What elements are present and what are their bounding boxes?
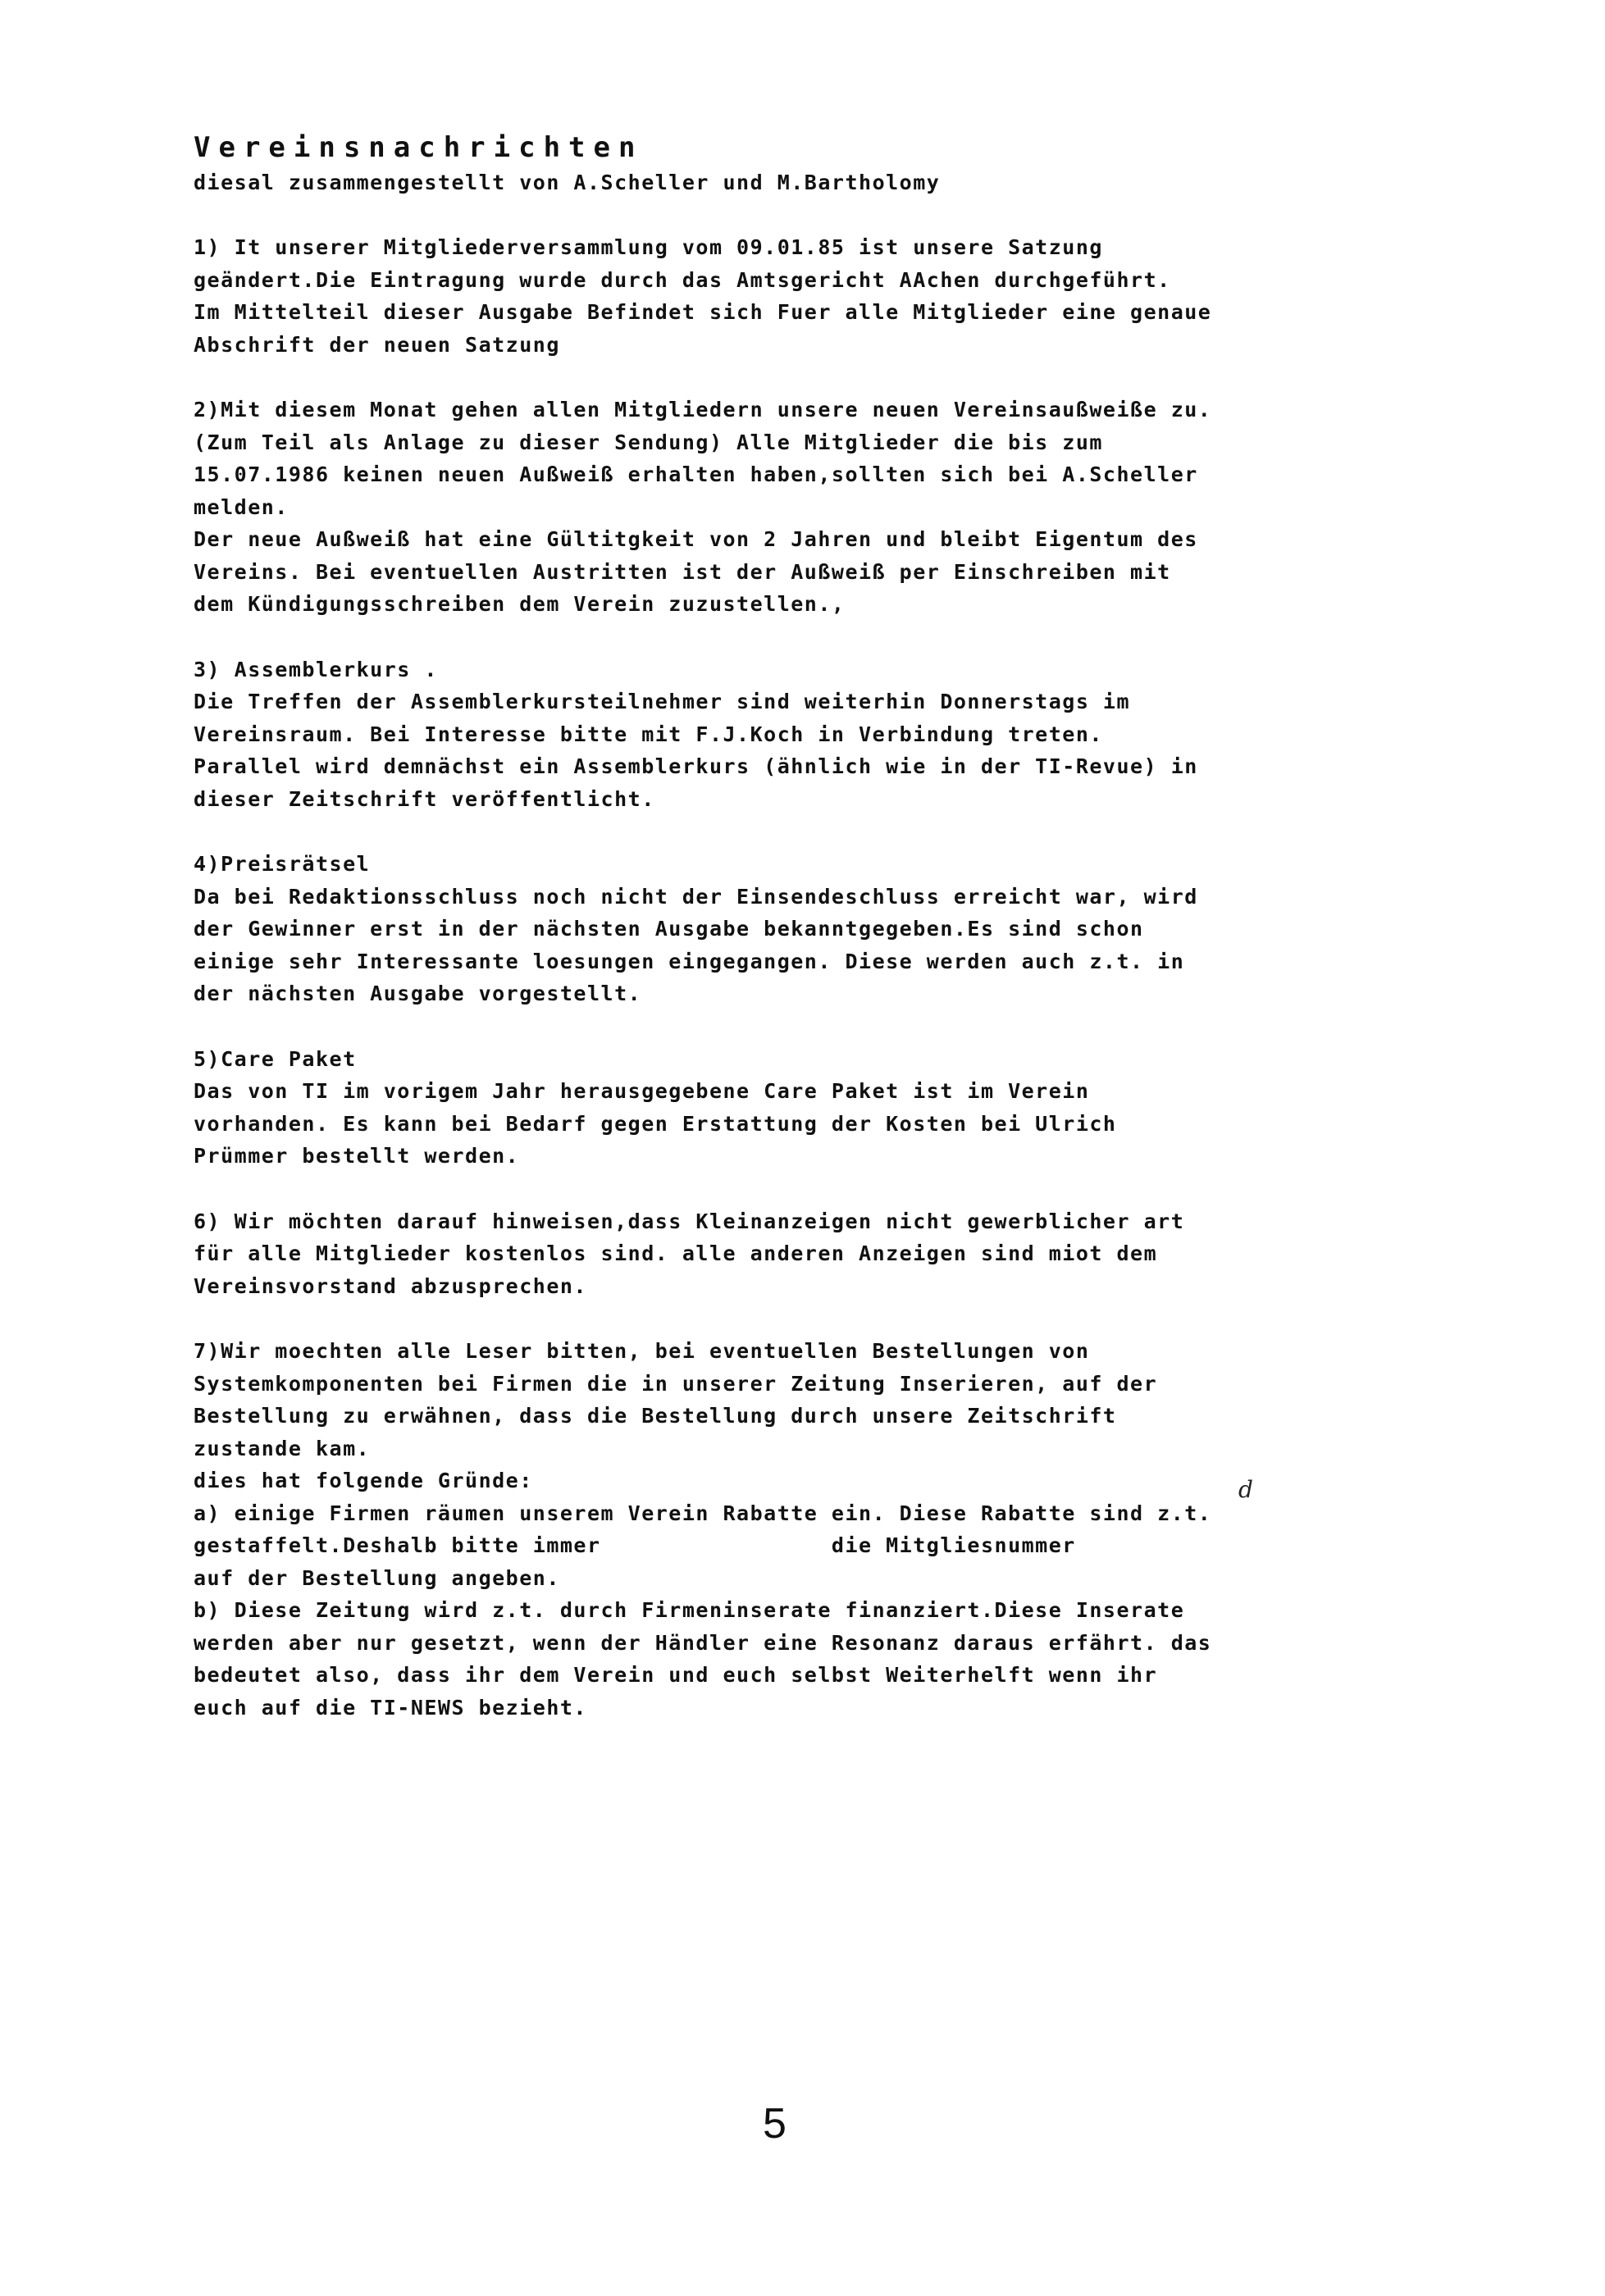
section-6 <box>194 1205 1424 1303</box>
text-line: dieser Zeitschrift veröffentlicht. <box>194 786 655 811</box>
text-line: euch auf die TI-NEWS bezieht. <box>194 1695 587 1720</box>
text-line: Vereinsvorstand abzusprechen. <box>194 1273 587 1298</box>
section-2 <box>194 394 1424 621</box>
text-line: Im Mittelteil dieser Ausgabe Befindet sich Fuer alle Mitglieder eine genaue <box>194 300 1212 324</box>
text-line: der Gewinner erst in der nächsten Ausgabe bekanntgegeben.Es sind schon <box>194 917 1144 941</box>
text-line: vorhanden. Es kann bei Bedarf gegen Erstattung der Kosten bei Ulrich <box>194 1111 1117 1136</box>
section-3 <box>194 654 1424 816</box>
section-1 <box>194 231 1424 361</box>
text-line: der nächsten Ausgabe vorgestellt. <box>194 982 642 1005</box>
text-line: Parallel wird demnächst ein Assemblerkurs (ähnlich wie in der TI-Revue) in <box>194 754 1198 778</box>
section-4 <box>194 848 1424 1010</box>
text-line: gestaffelt.Deshalb bitte immer die Mitgliesnummer <box>194 1533 1076 1557</box>
text-line: Da bei Redaktionsschluss noch nicht der Einsendeschluss erreicht war, wird <box>194 884 1198 909</box>
text-line: Prümmer bestellt werden. <box>194 1144 520 1168</box>
text-line: 2)Mit diesem Monat gehen allen Mitgliedern unsere neuen Vereinsaußweiße zu. <box>194 398 1212 421</box>
text-line: Abschrift der neuen Satzung <box>194 332 560 357</box>
text-line: Systemkomponenten bei Firmen die in unserer Zeitung Inserieren, auf der <box>194 1371 1158 1396</box>
section-5 <box>194 1043 1424 1173</box>
text-line: Vereinsraum. Bei Interesse bitte mit F.J.Koch in Verbindung treten. <box>194 722 1103 746</box>
text-line: 7)Wir moechten alle Leser bitten, bei eventuellen Bestellungen von <box>194 1339 1090 1363</box>
text-line: werden aber nur gesetzt, wenn der Händler eine Resonanz daraus erfährt. das <box>194 1630 1212 1655</box>
text-line: einige sehr Interessante loesungen eingegangen. Diese werden auch z.t. in <box>194 949 1185 973</box>
text-line: a) einige Firmen räumen unserem Verein Rabatte ein. Diese Rabatte sind z.t. <box>194 1501 1212 1525</box>
text-line: b) Diese Zeitung wird z.t. durch Firmeninserate finanziert.Diese Inserate <box>194 1598 1185 1622</box>
page-number: 5 <box>763 2100 787 2148</box>
text-line: melden. <box>194 494 289 519</box>
text-line: 1) It unserer Mitgliederversammlung vom 09.01.85 ist unsere Satzung <box>194 235 1103 259</box>
text-line: Bestellung zu erwähnen, dass die Bestellung durch unsere Zeitschrift <box>194 1404 1117 1428</box>
text-line: Die Treffen der Assemblerkursteilnehmer sind weiterhin Donnerstags im <box>194 690 1131 713</box>
text-line: für alle Mitglieder kostenlos sind. alle anderen Anzeigen sind miot dem <box>194 1241 1158 1265</box>
text-line: 5)Care Paket <box>194 1046 357 1071</box>
text-line: dies hat folgende Gründe: <box>194 1469 533 1492</box>
text-line: zustande kam. <box>194 1436 371 1460</box>
handwritten-insert-mark: d <box>1238 1476 1253 1503</box>
section-7 <box>194 1335 1424 1724</box>
text-line: 4)Preisrätsel <box>194 852 371 876</box>
text-line: geändert.Die Eintragung wurde durch das Amtsgericht AAchen durchgeführt. <box>194 267 1171 292</box>
text-line: Das von TI im vorigem Jahr herausgegebene Care Paket ist im Verein <box>194 1079 1090 1103</box>
page-subtitle: diesal zusammengestellt von A.Scheller und M.Bartholomy <box>194 171 941 194</box>
document-body <box>194 231 1424 1756</box>
text-line: 3) Assemblerkurs . <box>194 657 438 681</box>
page-title: Vereinsnachrichten <box>194 131 644 164</box>
text-line: Vereins. Bei eventuellen Austritten ist der Außweiß per Einschreiben mit <box>194 559 1171 584</box>
text-line: dem Kündigungsschreiben dem Verein zuzustellen., <box>194 592 846 616</box>
text-line: Der neue Außweiß hat eine Gültitgkeit von 2 Jahren und bleibt Eigentum des <box>194 527 1198 551</box>
text-line: 15.07.1986 keinen neuen Außweiß erhalten haben,sollten sich bei A.Scheller <box>194 462 1198 486</box>
text-line: 6) Wir möchten darauf hinweisen,dass Kleinanzeigen nicht gewerblicher art <box>194 1209 1185 1233</box>
text-line: (Zum Teil als Anlage zu dieser Sendung) Alle Mitglieder die bis zum <box>194 430 1103 454</box>
text-line: auf der Bestellung angeben. <box>194 1565 560 1590</box>
text-line: bedeutet also, dass ihr dem Verein und euch selbst Weiterhelft wenn ihr <box>194 1663 1158 1687</box>
